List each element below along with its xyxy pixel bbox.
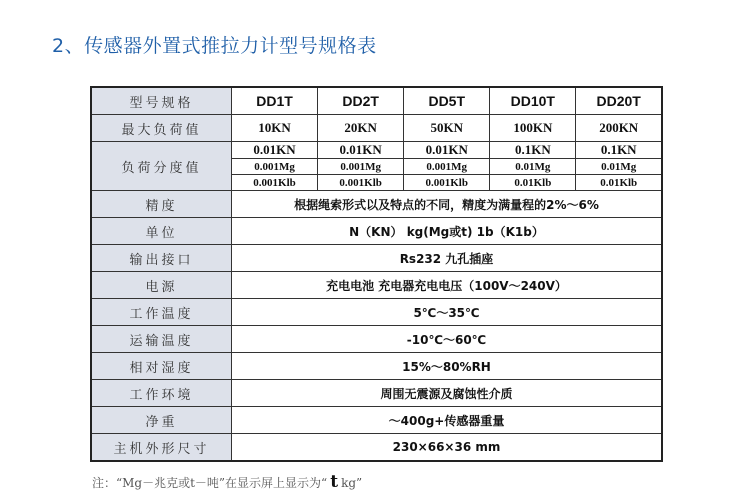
weight-value: ～400g+传感器重量 bbox=[232, 407, 663, 434]
max-load-cell: 20KN bbox=[318, 115, 404, 142]
spec-row-transport-temp bbox=[91, 326, 662, 353]
power-value: 充电电池 充电器充电电压（100V～240V） bbox=[232, 272, 663, 299]
max-load-cell: 50KN bbox=[404, 115, 490, 142]
resolution-cell: 0.001Mg bbox=[404, 159, 490, 175]
spec-row-humidity bbox=[91, 353, 662, 380]
resolution-label: 负荷分度值 bbox=[91, 142, 232, 191]
resolution-cell: 0.01Mg bbox=[576, 159, 662, 175]
header-row bbox=[91, 87, 662, 115]
spec-row-power bbox=[91, 272, 662, 299]
spec-row-output bbox=[91, 245, 662, 272]
work-temp-label: 工作温度 bbox=[91, 299, 232, 326]
footnote-symbol: t bbox=[330, 472, 339, 492]
spec-row-environment bbox=[91, 380, 662, 407]
output-value: Rs232 九孔插座 bbox=[232, 245, 663, 272]
model-dd2t: DD2T bbox=[318, 87, 404, 115]
resolution-cell: 0.01KN bbox=[232, 142, 318, 159]
model-dd10t: DD10T bbox=[490, 87, 576, 115]
unit-label: 单位 bbox=[91, 218, 232, 245]
resolution-cell: 0.01Klb bbox=[490, 175, 576, 191]
footnote-suffix: kg” bbox=[341, 476, 363, 490]
max-load-row bbox=[91, 115, 662, 142]
resolution-cell: 0.01Mg bbox=[490, 159, 576, 175]
environment-value: 周围无震源及腐蚀性介质 bbox=[232, 380, 663, 407]
resolution-cell: 0.001Klb bbox=[232, 175, 318, 191]
spec-row-accuracy bbox=[91, 191, 662, 218]
footnote-prefix: 注：“Mg－兆克或t－吨”在显示屏上显示为“ bbox=[92, 476, 328, 490]
resolution-cell: 0.1KN bbox=[490, 142, 576, 159]
model-header-label: 型号规格 bbox=[91, 87, 232, 115]
max-load-cell: 200KN bbox=[576, 115, 662, 142]
resolution-cell: 0.001Klb bbox=[404, 175, 490, 191]
accuracy-value: 根据绳索形式以及特点的不同，精度为满量程的2%～6% bbox=[232, 191, 663, 218]
spec-row-work-temp bbox=[91, 299, 662, 326]
weight-label: 净重 bbox=[91, 407, 232, 434]
max-load-label: 最大负荷值 bbox=[91, 115, 232, 142]
resolution-cell: 0.001Mg bbox=[232, 159, 318, 175]
humidity-value: 15%～80%RH bbox=[232, 353, 663, 380]
dimensions-value: 230×66×36 mm bbox=[232, 434, 663, 462]
resolution-cell: 0.01KN bbox=[318, 142, 404, 159]
humidity-label: 相对湿度 bbox=[91, 353, 232, 380]
resolution-cell: 0.01KN bbox=[404, 142, 490, 159]
resolution-cell: 0.1KN bbox=[576, 142, 662, 159]
model-dd1t: DD1T bbox=[232, 87, 318, 115]
accuracy-label: 精度 bbox=[91, 191, 232, 218]
work-temp-value: 5℃～35℃ bbox=[232, 299, 663, 326]
max-load-cell: 10KN bbox=[232, 115, 318, 142]
resolution-cell: 0.01Klb bbox=[576, 175, 662, 191]
power-label: 电源 bbox=[91, 272, 232, 299]
max-load-cell: 100KN bbox=[490, 115, 576, 142]
page-title: 2、传感器外置式推拉力计型号规格表 bbox=[52, 35, 377, 57]
output-label: 输出接口 bbox=[91, 245, 232, 272]
model-dd5t: DD5T bbox=[404, 87, 490, 115]
spec-row-dimensions bbox=[91, 434, 662, 462]
spec-row-unit bbox=[91, 218, 662, 245]
resolution-cell: 0.001Mg bbox=[318, 159, 404, 175]
spec-row-weight bbox=[91, 407, 662, 434]
model-dd20t: DD20T bbox=[576, 87, 662, 115]
dimensions-label: 主机外形尺寸 bbox=[91, 434, 232, 462]
unit-value: N（KN） kg(Mg或t) 1b（K1b） bbox=[232, 218, 663, 245]
resolution-row bbox=[91, 142, 662, 159]
transport-temp-label: 运输温度 bbox=[91, 326, 232, 353]
resolution-cell: 0.001Klb bbox=[318, 175, 404, 191]
environment-label: 工作环境 bbox=[91, 380, 232, 407]
transport-temp-value: -10℃～60℃ bbox=[232, 326, 663, 353]
footnote bbox=[92, 472, 362, 492]
spec-table bbox=[90, 86, 663, 462]
